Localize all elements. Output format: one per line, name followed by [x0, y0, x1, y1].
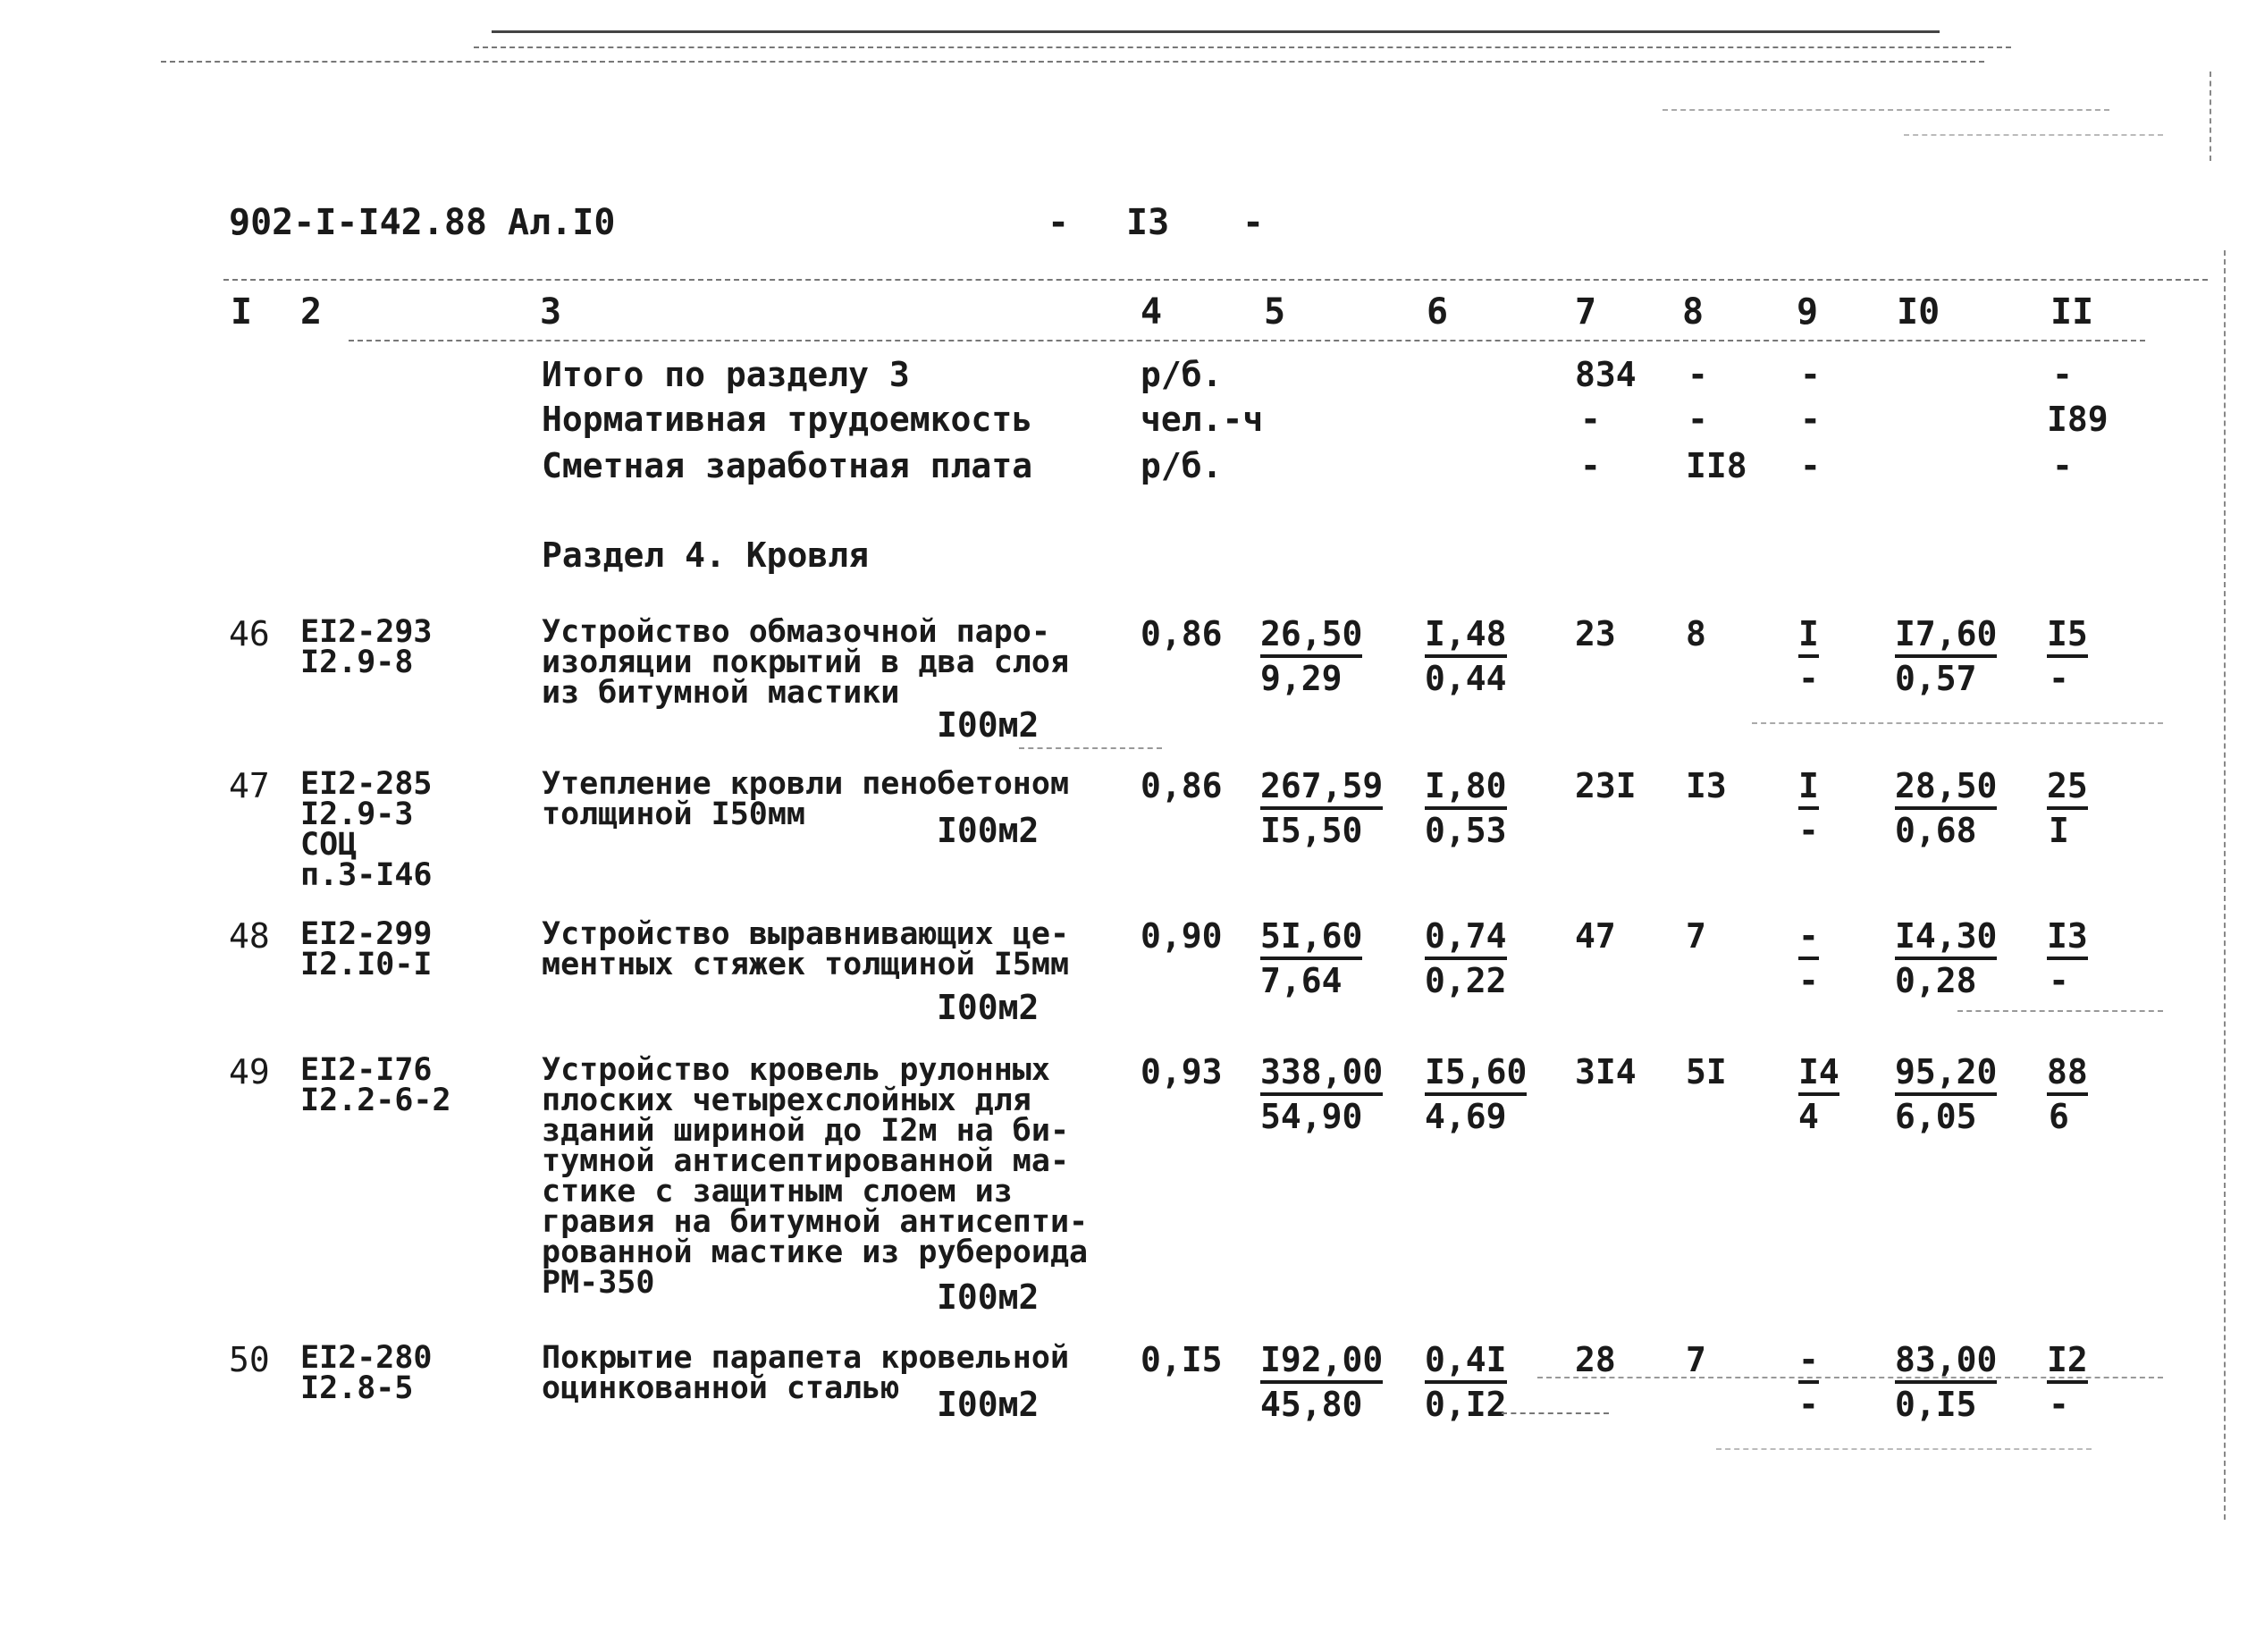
row-codes: ЕI2-280 I2.8-5 [300, 1340, 433, 1406]
row-c5-top: 5I,60 [1260, 919, 1362, 960]
page-number: I3 [1126, 202, 1170, 243]
row-number: 50 [229, 1340, 270, 1379]
row-c7: 28 [1575, 1340, 1616, 1379]
row-c11-bottom: 6 [2049, 1097, 2069, 1136]
row-c10-bottom: 0,28 [1895, 961, 1977, 1000]
row-c8: 5I [1686, 1052, 1727, 1092]
row-c5-top: 26,50 [1260, 617, 1362, 658]
summary-wage-label: Сметная заработная плата [542, 446, 1033, 485]
row-c10-bottom: 0,57 [1895, 659, 1977, 698]
row-c9-top: I [1798, 769, 1819, 810]
page-dash-left: - [1048, 202, 1070, 243]
row-c9-top: I [1798, 617, 1819, 658]
header-rule [223, 279, 2208, 281]
summary-wage-c9: - [1800, 446, 1821, 485]
row-c6-top: 0,74 [1425, 919, 1507, 960]
scan-line [474, 46, 2011, 48]
row-description: Покрытие парапета кровельной оцинкованной сталью [542, 1340, 1070, 1406]
row-c8: 8 [1686, 614, 1706, 653]
scan-line [1957, 1010, 2163, 1012]
column-header-4: 4 [1141, 291, 1163, 333]
row-c10-bottom: 0,I5 [1895, 1385, 1977, 1424]
row-c5-top: 338,00 [1260, 1055, 1383, 1096]
row-c6-bottom: 0,53 [1425, 811, 1507, 850]
row-c10-top: 28,50 [1895, 769, 1997, 810]
row-quantity: 0,I5 [1141, 1340, 1223, 1379]
scan-line [161, 61, 1984, 63]
summary-total-c7: 834 [1575, 355, 1637, 394]
row-c11-top: I2 [2047, 1343, 2088, 1384]
scan-line [1537, 1377, 2163, 1378]
row-unit: I00м2 [937, 705, 1040, 745]
scan-line [1752, 722, 2163, 724]
row-c9-bottom: 4 [1798, 1097, 1819, 1136]
row-c9-bottom: - [1798, 961, 1819, 1000]
row-c9-bottom: - [1798, 811, 1819, 850]
row-c6-bottom: 0,I2 [1425, 1385, 1507, 1424]
column-header-rule [349, 340, 2145, 341]
row-quantity: 0,90 [1141, 916, 1223, 956]
row-c9-top: - [1798, 1343, 1819, 1384]
row-number: 49 [229, 1052, 270, 1092]
column-header-2: 2 [300, 291, 323, 333]
column-header-3: 3 [540, 291, 562, 333]
row-c8: I3 [1686, 766, 1727, 805]
row-description: Утепление кровли пенобетоном толщиной I50мм [542, 766, 1070, 832]
row-codes: ЕI2-299 I2.I0-I [300, 916, 433, 982]
row-c5-bottom: 45,80 [1260, 1385, 1363, 1424]
row-c11-bottom: - [2049, 659, 2069, 698]
row-c6-top: I,48 [1425, 617, 1507, 658]
scan-line [1904, 134, 2163, 136]
column-header-7: 7 [1575, 291, 1597, 333]
row-c11-bottom: - [2049, 961, 2069, 1000]
row-c10-top: 95,20 [1895, 1055, 1997, 1096]
summary-total-label: Итого по разделу 3 [542, 355, 910, 394]
row-description: Устройство кровель рулонных плоских четырехслойных для зданий шириной до I2м на би- тумной антисептированной ма- стике с защитным слоем из гравия на битумной антисепти- рованной мастике из рубероида РМ-350 [542, 1052, 1089, 1301]
row-quantity: 0,93 [1141, 1052, 1223, 1092]
row-c5-top: 267,59 [1260, 769, 1383, 810]
row-c5-bottom: 9,29 [1260, 659, 1343, 698]
scan-line [1019, 747, 1162, 749]
summary-wage-c11: - [2052, 446, 2073, 485]
row-codes: ЕI2-293 I2.9-8 [300, 614, 433, 680]
summary-total-c9: - [1800, 355, 1821, 394]
summary-labor-c8: - [1688, 400, 1708, 439]
summary-labor-c11: I89 [2047, 400, 2109, 439]
summary-wage-c8: II8 [1686, 446, 1747, 485]
row-c9-bottom: - [1798, 659, 1819, 698]
document-code: 902-I-I42.88 [229, 202, 487, 243]
row-c6-bottom: 4,69 [1425, 1097, 1507, 1136]
row-description: Устройство выравнивающих це- ментных стяжек толщиной I5мм [542, 916, 1070, 982]
row-c10-top: 83,00 [1895, 1343, 1997, 1384]
sheet-label: Ал.I0 [508, 202, 616, 243]
summary-labor-c7: - [1580, 400, 1601, 439]
scan-edge-line [2224, 250, 2226, 1520]
row-unit: I00м2 [937, 1385, 1040, 1424]
row-unit: I00м2 [937, 988, 1040, 1027]
row-c11-bottom: - [2049, 1385, 2069, 1424]
column-header-5: 5 [1264, 291, 1286, 333]
row-description: Устройство обмазочной паро- изоляции покрытий в два слоя из битумной мастики [542, 614, 1070, 711]
column-header-11: II [2050, 291, 2094, 333]
row-c6-bottom: 0,44 [1425, 659, 1507, 698]
row-c11-top: 88 [2047, 1055, 2088, 1096]
row-c5-bottom: 54,90 [1260, 1097, 1363, 1136]
row-c6-top: I,80 [1425, 769, 1507, 810]
scan-line [492, 30, 1940, 33]
column-header-10: I0 [1897, 291, 1940, 333]
summary-wage-c7: - [1580, 446, 1601, 485]
row-c6-top: I5,60 [1425, 1055, 1527, 1096]
row-unit: I00м2 [937, 1277, 1040, 1317]
row-c7: 3I4 [1575, 1052, 1637, 1092]
row-c10-bottom: 0,68 [1895, 811, 1977, 850]
row-c10-bottom: 6,05 [1895, 1097, 1977, 1136]
scan-line [1502, 1412, 1609, 1414]
row-c8: 7 [1686, 1340, 1706, 1379]
row-c9-bottom: - [1798, 1385, 1819, 1424]
row-c7: 23 [1575, 614, 1616, 653]
summary-labor-c9: - [1800, 400, 1821, 439]
row-c8: 7 [1686, 916, 1706, 956]
row-c9-top: I4 [1798, 1055, 1839, 1096]
row-c5-bottom: I5,50 [1260, 811, 1363, 850]
row-quantity: 0,86 [1141, 766, 1223, 805]
row-c11-top: 25 [2047, 769, 2088, 810]
scan-line [1716, 1448, 2092, 1450]
row-number: 48 [229, 916, 270, 956]
row-c6-bottom: 0,22 [1425, 961, 1507, 1000]
row-c7: 23I [1575, 766, 1637, 805]
summary-total-c11: - [2052, 355, 2073, 394]
row-c11-bottom: I [2049, 811, 2069, 850]
row-c5-top: I92,00 [1260, 1343, 1383, 1384]
summary-total-c8: - [1688, 355, 1708, 394]
scan-edge-line [2210, 72, 2211, 161]
summary-wage-unit: р/б. [1141, 446, 1223, 485]
row-c9-top: - [1798, 919, 1819, 960]
row-c11-top: I5 [2047, 617, 2088, 658]
column-header-9: 9 [1797, 291, 1819, 333]
column-header-1: I [231, 291, 253, 333]
column-header-8: 8 [1682, 291, 1705, 333]
section-title: Раздел 4. Кровля [542, 535, 870, 575]
row-number: 46 [229, 614, 270, 653]
row-quantity: 0,86 [1141, 614, 1223, 653]
row-c10-top: I4,30 [1895, 919, 1997, 960]
row-c7: 47 [1575, 916, 1616, 956]
summary-total-unit: р/б. [1141, 355, 1223, 394]
row-number: 47 [229, 766, 270, 805]
summary-labor-label: Нормативная трудоемкость [542, 400, 1033, 439]
row-codes: ЕI2-I76 I2.2-6-2 [300, 1052, 451, 1118]
scan-line [1663, 109, 2109, 111]
row-c10-top: I7,60 [1895, 617, 1997, 658]
row-c5-bottom: 7,64 [1260, 961, 1343, 1000]
row-c6-top: 0,4I [1425, 1343, 1507, 1384]
row-codes: ЕI2-285 I2.9-3 СОЦ п.3-I46 [300, 766, 433, 893]
row-unit: I00м2 [937, 811, 1040, 850]
row-c11-top: I3 [2047, 919, 2088, 960]
summary-labor-unit: чел.-ч [1141, 400, 1264, 439]
page-dash-right: - [1242, 202, 1265, 243]
column-header-6: 6 [1427, 291, 1449, 333]
